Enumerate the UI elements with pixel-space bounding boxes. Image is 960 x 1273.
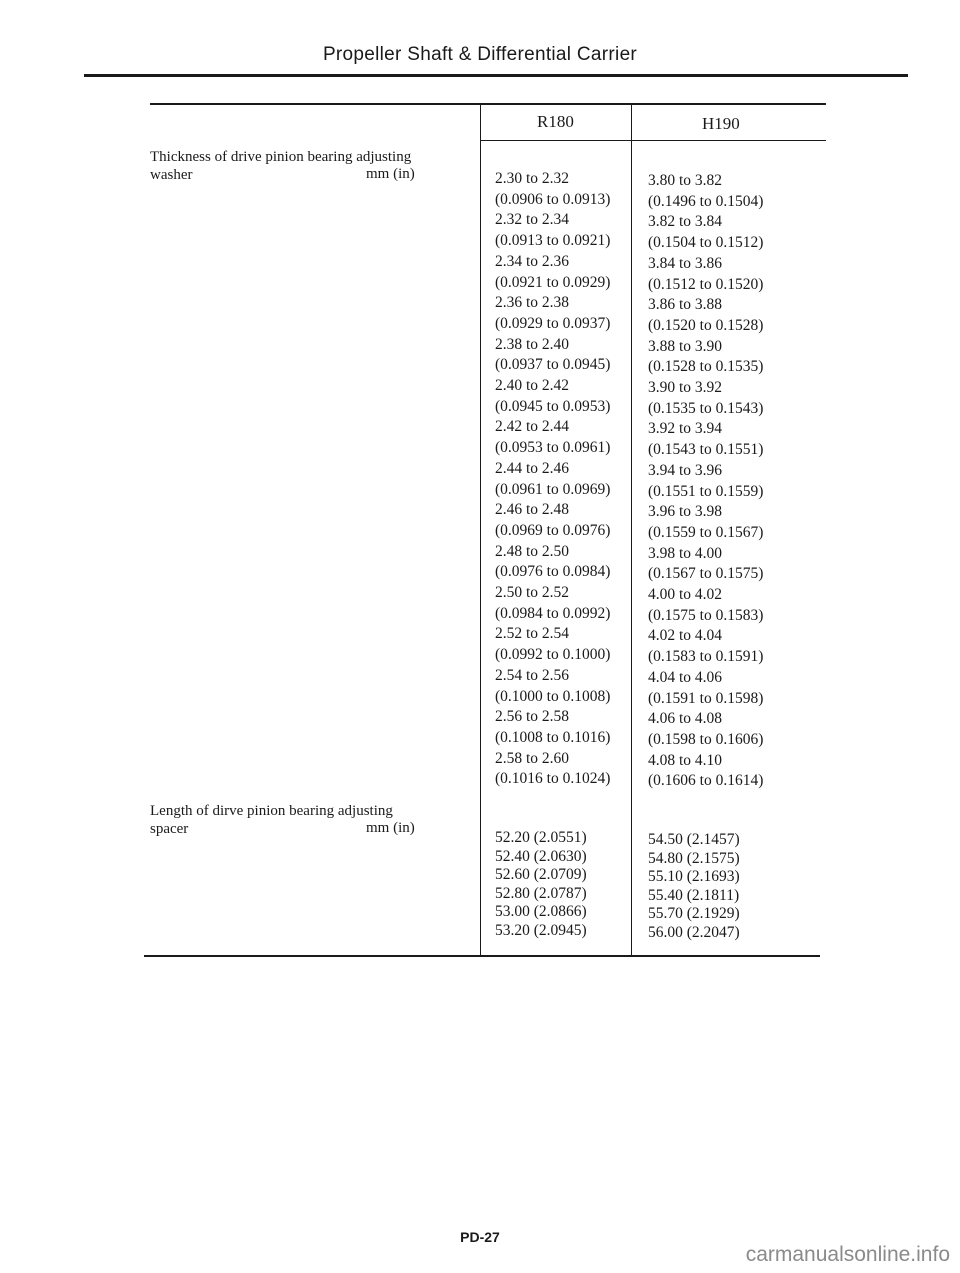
- spacer-r180-cell: 52.40 (2.0630): [495, 847, 587, 865]
- washer-r180-cell: 2.42 to 2.44: [495, 418, 570, 436]
- washer-r180-cell: 2.54 to 2.56: [495, 666, 570, 684]
- washer-r180-cell: (0.0984 to 0.0992): [495, 604, 611, 622]
- washer-h190-cell: (0.1543 to 0.1551): [648, 441, 764, 459]
- washer-r180-cell: (0.0913 to 0.0921): [495, 232, 611, 250]
- washer-r180-cell: 2.44 to 2.46: [495, 459, 570, 477]
- washer-h190-cell: 3.84 to 3.86: [648, 254, 723, 272]
- washer-h190-cell: 4.08 to 4.10: [648, 751, 723, 769]
- washer-r180-cell: (0.1000 to 0.1008): [495, 687, 611, 705]
- washer-h190-cell: (0.1559 to 0.1567): [648, 523, 764, 541]
- washer-h190-cell: (0.1583 to 0.1591): [648, 648, 764, 666]
- washer-r180-cell: (0.0906 to 0.0913): [495, 190, 611, 208]
- spacer-h190-cell: 55.10 (2.1693): [648, 868, 740, 886]
- column-divider-left: [480, 104, 481, 955]
- washer-r180-cell: 2.48 to 2.50: [495, 542, 570, 560]
- washer-h190-cell: (0.1535 to 0.1543): [648, 399, 764, 417]
- spacer-r180-cell: 53.00 (2.0866): [495, 903, 587, 921]
- column-divider-right: [631, 104, 632, 955]
- washer-r180-cell: (0.0961 to 0.0969): [495, 480, 611, 498]
- washer-r180-cell: 2.32 to 2.34: [495, 211, 570, 229]
- washer-h190-cell: (0.1567 to 0.1575): [648, 565, 764, 583]
- column-header-r180: R180: [537, 112, 574, 131]
- washer-r180-cell: 2.50 to 2.52: [495, 584, 570, 601]
- spacer-h190-cell: 54.50 (2.1457): [648, 831, 740, 848]
- washer-h190-cell: 3.80 to 3.82: [648, 172, 723, 189]
- washer-h190-cell: 3.86 to 3.88: [648, 296, 723, 314]
- washer-h190-cell: (0.1598 to 0.1606): [648, 730, 764, 748]
- spacer-r180-cell: 52.60 (2.0709): [495, 866, 587, 884]
- section-label-washer-line1: Thickness of drive pinion bearing adjusting: [150, 149, 412, 165]
- washer-r180-cell: 2.52 to 2.54: [495, 625, 570, 643]
- spacer-h190-cell: 55.40 (2.1811): [648, 886, 740, 904]
- page-header-title: Propeller Shaft & Differential Carrier: [322, 44, 638, 65]
- washer-r180-cell: (0.0945 to 0.0953): [495, 397, 611, 415]
- washer-h190-cell: 4.04 to 4.06: [648, 668, 723, 686]
- spacer-r180-cell: 53.20 (2.0945): [495, 922, 587, 939]
- washer-h190-cell: 3.90 to 3.92: [648, 379, 723, 396]
- washer-r180-cell: (0.0953 to 0.0961): [495, 439, 611, 457]
- section-unit-spacer: mm (in): [366, 820, 415, 836]
- washer-h190-cell: (0.1591 to 0.1598): [648, 689, 764, 707]
- washer-h190-cell: (0.1512 to 0.1520): [648, 275, 764, 293]
- washer-h190-cell: 3.88 to 3.90: [648, 337, 723, 355]
- washer-r180-cell: (0.0929 to 0.0937): [495, 314, 611, 332]
- column-head-rule: [480, 140, 826, 141]
- section-label-washer-line2: washer: [150, 167, 193, 183]
- washer-r180-cell: 2.40 to 2.42: [495, 377, 570, 394]
- spacer-h190-cell: 54.80 (2.1575): [648, 849, 740, 867]
- washer-h190-cell: 3.96 to 3.98: [648, 503, 723, 521]
- section-label-spacer-line1: Length of dirve pinion bearing adjusting: [150, 803, 393, 819]
- table-top-rule: [150, 103, 826, 105]
- spacer-h190-cell: 56.00 (2.2047): [648, 924, 740, 941]
- washer-r180-cell: 2.38 to 2.40: [495, 335, 570, 353]
- washer-h190-cell: 3.98 to 4.00: [648, 544, 723, 562]
- washer-r180-cell: (0.1016 to 0.1024): [495, 770, 611, 788]
- washer-r180-cell: 2.34 to 2.36: [495, 252, 570, 270]
- washer-h190-cell: (0.1606 to 0.1614): [648, 772, 764, 790]
- header-rule: [84, 74, 908, 77]
- washer-r180-cell: (0.0969 to 0.0976): [495, 521, 611, 539]
- spacer-r180-cell: 52.80 (2.0787): [495, 884, 587, 902]
- washer-h190-cell: 4.00 to 4.02: [648, 586, 723, 603]
- washer-h190-cell: 4.06 to 4.08: [648, 710, 723, 728]
- washer-h190-cell: 3.82 to 3.84: [648, 213, 723, 231]
- washer-h190-cell: (0.1575 to 0.1583): [648, 606, 764, 624]
- page-number: PD-27: [460, 1229, 500, 1245]
- spacer-h190-cell: 55.70 (2.1929): [648, 905, 740, 923]
- table-bottom-rule: [144, 955, 820, 957]
- column-header-h190: H190: [702, 114, 740, 133]
- washer-r180-cell: 2.46 to 2.48: [495, 501, 570, 519]
- washer-r180-cell: (0.0976 to 0.0984): [495, 563, 611, 581]
- washer-h190-cell: (0.1504 to 0.1512): [648, 234, 764, 252]
- watermark: carmanualsonline.info: [745, 1243, 950, 1266]
- washer-r180-cell: 2.56 to 2.58: [495, 708, 570, 726]
- washer-h190-cell: 3.94 to 3.96: [648, 461, 723, 479]
- spacer-r180-cell: 52.20 (2.0551): [495, 829, 587, 846]
- washer-r180-cell: 2.36 to 2.38: [495, 294, 570, 312]
- washer-h190-cell: (0.1551 to 0.1559): [648, 482, 764, 500]
- section-label-spacer-line2: spacer: [150, 821, 189, 837]
- washer-h190-cell: (0.1496 to 0.1504): [648, 192, 764, 210]
- washer-r180-cell: (0.0937 to 0.0945): [495, 356, 611, 374]
- washer-r180-cell: 2.58 to 2.60: [495, 749, 570, 767]
- washer-r180-cell: (0.0992 to 0.1000): [495, 646, 611, 664]
- section-unit-washer: mm (in): [366, 166, 415, 182]
- washer-h190-cell: 3.92 to 3.94: [648, 420, 723, 438]
- washer-r180-cell: (0.0921 to 0.0929): [495, 273, 611, 291]
- washer-r180-cell: 2.30 to 2.32: [495, 170, 570, 187]
- washer-h190-cell: 4.02 to 4.04: [648, 627, 723, 645]
- washer-h190-cell: (0.1520 to 0.1528): [648, 316, 764, 334]
- washer-h190-cell: (0.1528 to 0.1535): [648, 358, 764, 376]
- washer-r180-cell: (0.1008 to 0.1016): [495, 728, 611, 746]
